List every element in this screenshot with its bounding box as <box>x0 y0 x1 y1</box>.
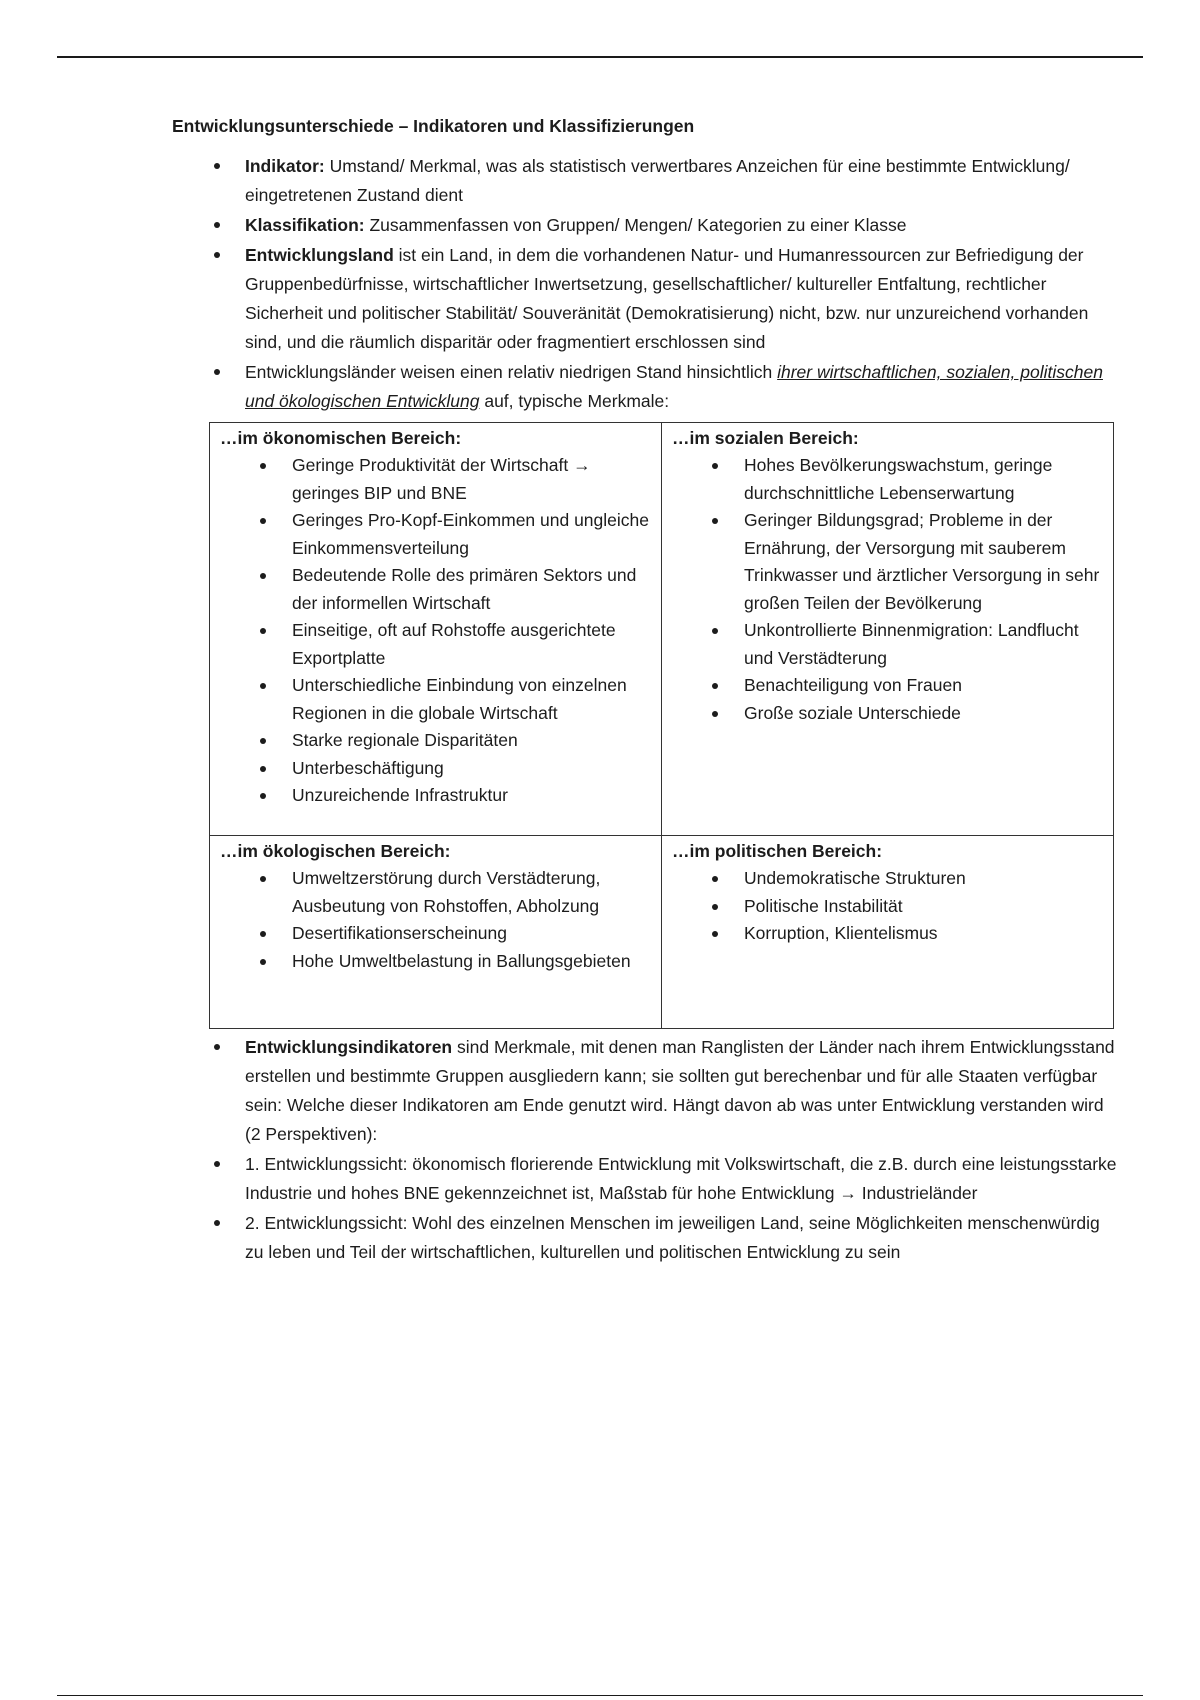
list-item: 1. Entwicklungssicht: ökonomisch florierende Entwicklung mit Volkswirtschaft, die z.B. durch eine leistungsstarke Industrie und hohes BNE gekennzeichnet ist, Maßstab für hohe Entwicklung → Industrieländer <box>172 1150 1122 1208</box>
list-item <box>172 1033 1122 1149</box>
list-item: Unterbeschäftigung <box>292 755 653 783</box>
term-entwicklungsindikatoren: Entwicklungsindikatoren <box>245 1037 453 1057</box>
merkmale-table <box>209 422 1114 1029</box>
cell-oekonomisch <box>210 423 662 836</box>
top-rule <box>57 56 1143 58</box>
cell-title-politisch: …im politischen Bereich: <box>672 841 883 861</box>
list-item: Unzureichende Infrastruktur <box>292 782 653 810</box>
list-item: Große soziale Unterschiede <box>744 700 1105 728</box>
list-oekologisch <box>220 865 653 975</box>
cell-politisch <box>662 836 1114 1029</box>
definitions-list <box>172 152 1122 416</box>
list-oekonomisch <box>220 452 653 810</box>
term-klassifikation: Klassifikation: <box>245 215 365 235</box>
list-politisch <box>672 865 1105 948</box>
cell-title-oekonomisch: …im ökonomischen Bereich: <box>220 428 462 448</box>
cell-title-oekologisch: …im ökologischen Bereich: <box>220 841 451 861</box>
list-item: Umweltzerstörung durch Verstädterung, Ausbeutung von Rohstoffen, Abholzung <box>292 865 653 920</box>
cell-oekologisch <box>210 836 662 1029</box>
list-sozial <box>672 452 1105 727</box>
document-title: Entwicklungsunterschiede – Indikatoren und Klassifizierungen <box>172 116 695 136</box>
list-item: Undemokratische Strukturen <box>744 865 1105 893</box>
list-item: Geringer Bildungsgrad; Probleme in der Ernährung, der Versorgung mit sauberem Trinkwasser und ärztlicher Versorgung in sehr großen Teilen der Bevölkerung <box>744 507 1105 617</box>
definition-text: Zusammenfassen von Gruppen/ Mengen/ Kategorien zu einer Klasse <box>364 215 907 235</box>
list-item: 2. Entwicklungssicht: Wohl des einzelnen Menschen im jeweiligen Land, seine Möglichkeiten menschenwürdig zu leben und Teil der wirtschaftlichen, kulturellen und politischen Entwicklung zu sein <box>172 1209 1122 1267</box>
term-indikator: Indikator: <box>245 156 325 176</box>
list-item: Starke regionale Disparitäten <box>292 727 653 755</box>
cell-title-sozial: …im sozialen Bereich: <box>672 428 859 448</box>
list-item <box>172 211 1122 240</box>
list-item <box>172 241 1122 357</box>
document-page <box>172 114 1122 1268</box>
definition-text: sind Merkmale, mit denen man Ranglisten der Länder nach ihrem Entwicklungsstand erstellen und bestimmte Gruppen ausgliedern kann; sie sollten gut berechenbar und für alle Staaten verfügbar sein: Welche dieser Indikatoren am Ende genutzt wird. Hängt davon ab was unter Entwicklung verstanden wird (2 Perspektiven): <box>245 1037 1115 1144</box>
list-item: Benachteiligung von Frauen <box>744 672 1105 700</box>
list-item: Hohes Bevölkerungswachstum, geringe durchschnittliche Lebenserwartung <box>744 452 1105 507</box>
list-item <box>172 152 1122 210</box>
list-item: Bedeutende Rolle des primären Sektors und der informellen Wirtschaft <box>292 562 653 617</box>
definition-text: ist ein Land, in dem die vorhandenen Natur- und Humanressourcen zur Befriedigung der Gruppenbedürfnisse, wirtschaftlicher Inwertsetzung, gesellschaftlicher/ kultureller Entfaltung, rechtlicher Sicherheit und politischer Stabilität/ Souveränität (Demokratisierung) nicht, bzw. nur unzureichend vorhanden sind, und die räumlich disparitär oder fragmentiert erschlossen sind <box>245 245 1089 352</box>
list-item: Einseitige, oft auf Rohstoffe ausgerichtete Exportplatte <box>292 617 653 672</box>
cell-sozial <box>662 423 1114 836</box>
list-item: Korruption, Klientelismus <box>744 920 1105 948</box>
list-item: Politische Instabilität <box>744 893 1105 921</box>
definition-text: Entwicklungsländer weisen einen relativ niedrigen Stand hinsichtlich <box>245 362 778 382</box>
list-item: Unkontrollierte Binnenmigration: Landflucht und Verstädterung <box>744 617 1105 672</box>
definition-text: Umstand/ Merkmal, was als statistisch verwertbares Anzeichen für eine bestimmte Entwicklung/ eingetretenen Zustand dient <box>245 156 1070 205</box>
indicators-list <box>172 1033 1122 1267</box>
term-entwicklungsland: Entwicklungsland <box>245 245 394 265</box>
list-item: Geringe Produktivität der Wirtschaft → geringes BIP und BNE <box>292 452 653 507</box>
bottom-rule <box>57 1695 1143 1696</box>
list-item: Geringes Pro-Kopf-Einkommen und ungleiche Einkommensverteilung <box>292 507 653 562</box>
list-item: Desertifikationserscheinung <box>292 920 653 948</box>
definition-text: auf, typische Merkmale: <box>479 391 670 411</box>
list-item <box>172 358 1122 416</box>
list-item: Hohe Umweltbelastung in Ballungsgebieten <box>292 948 653 976</box>
underlined-text: ihrer wirtschaftlichen, sozialen, politischen und ökologischen Entwicklung <box>245 362 1103 411</box>
list-item: Unterschiedliche Einbindung von einzelnen Regionen in die globale Wirtschaft <box>292 672 653 727</box>
